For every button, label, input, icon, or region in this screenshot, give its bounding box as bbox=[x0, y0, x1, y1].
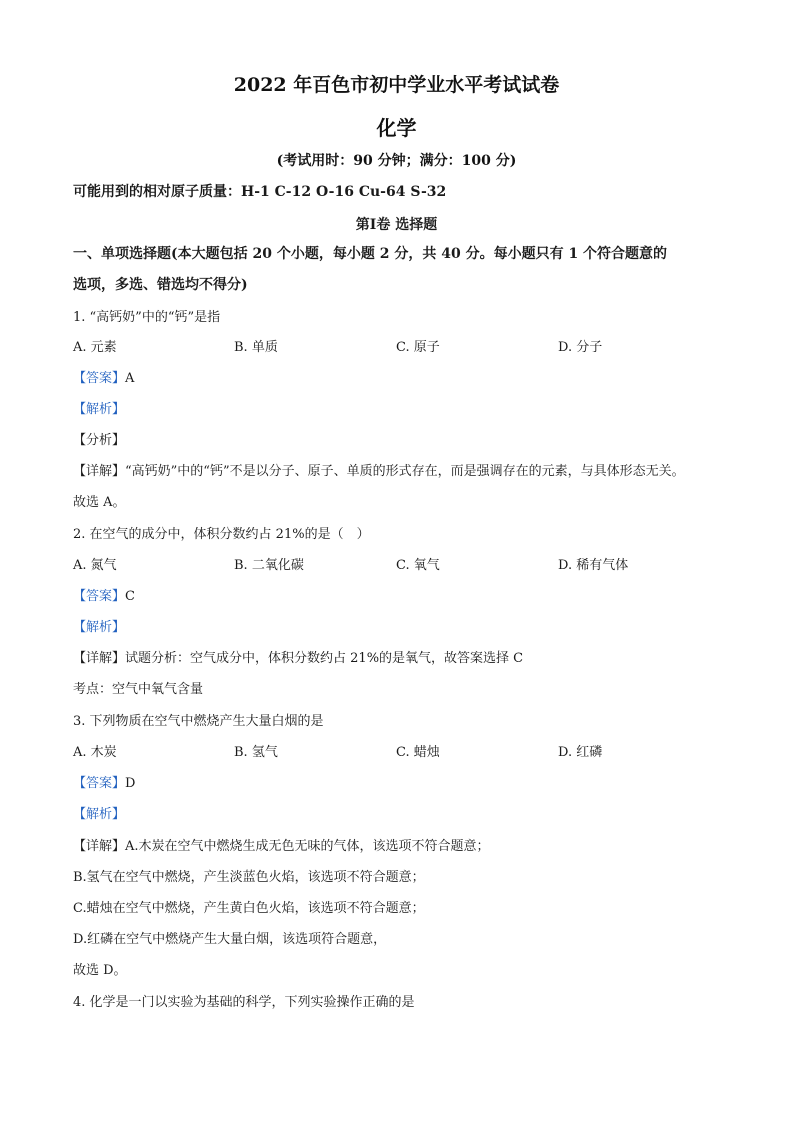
q2-option-c: C. 氧气 bbox=[396, 558, 440, 573]
q1-option-a: A. 元素 bbox=[73, 340, 117, 355]
part-instructions-line1: 一、单项选择题(本大题包括 20 个小题，每小题 2 分，共 40 分。每小题只有 1 个符合题意的 bbox=[73, 246, 668, 262]
q3-detail-a bbox=[73, 838, 490, 856]
answer-tag: 【答案】 bbox=[73, 589, 126, 604]
q1-answer bbox=[73, 370, 134, 388]
part-instructions-line2: 选项，多选、错选均不得分) bbox=[73, 277, 248, 293]
detail-tag: 【详解】 bbox=[73, 651, 126, 666]
q3-detail-c: C.蜡烛在空气中燃烧，产生黄白色火焰，该选项不符合题意； bbox=[73, 901, 425, 916]
q1-option-d: D. 分子 bbox=[558, 340, 603, 355]
q2-detail-text: 试题分析：空气成分中，体积分数约占 21%的是氧气，故答案选择 C bbox=[125, 651, 524, 666]
q2-stem: 2. 在空气的成分中，体积分数约占 21%的是（ ） bbox=[73, 527, 370, 542]
q3-answer-value: D bbox=[125, 776, 136, 791]
q1-fenxi-tag: 【分析】 bbox=[73, 433, 126, 448]
q2-answer bbox=[73, 588, 135, 606]
q3-option-d: D. 红磷 bbox=[558, 745, 603, 760]
q3-analysis-tag: 【解析】 bbox=[73, 807, 126, 822]
q3-answer bbox=[73, 775, 135, 793]
q3-detail-d: D.红磷在空气中燃烧产生大量白烟，该选项符合题意， bbox=[73, 932, 387, 947]
q1-conclusion: 故选 A。 bbox=[73, 495, 126, 510]
q3-option-c: C. 蜡烛 bbox=[396, 745, 440, 760]
answer-tag: 【答案】 bbox=[73, 371, 126, 386]
q1-stem: 1. “高钙奶”中的“钙”是指 bbox=[73, 310, 221, 325]
q1-analysis-tag: 【解析】 bbox=[73, 402, 126, 417]
section-title: 第Ⅰ卷 选择题 bbox=[355, 217, 438, 233]
q2-option-d: D. 稀有气体 bbox=[558, 558, 629, 573]
q2-kaodian: 考点：空气中氧气含量 bbox=[73, 682, 204, 697]
answer-tag: 【答案】 bbox=[73, 776, 126, 791]
q3-stem: 3. 下列物质在空气中燃烧产生大量白烟的是 bbox=[73, 714, 324, 729]
q1-answer-value: A bbox=[125, 371, 135, 386]
atomic-masses: 可能用到的相对原子质量：H-1 C-12 O-16 Cu-64 S-32 bbox=[73, 184, 447, 200]
q2-option-b: B. 二氧化碳 bbox=[234, 558, 304, 573]
q2-detail bbox=[73, 650, 523, 668]
detail-tag: 【详解】 bbox=[73, 839, 126, 854]
q1-option-b: B. 单质 bbox=[234, 340, 278, 355]
q4-stem: 4. 化学是一门以实验为基础的科学，下列实验操作正确的是 bbox=[73, 995, 415, 1010]
exam-title: 2022 年百色市初中学业水平考试试卷 bbox=[233, 74, 560, 96]
q1-detail bbox=[73, 463, 685, 481]
q1-option-c: C. 原子 bbox=[396, 340, 440, 355]
q2-option-a: A. 氮气 bbox=[73, 558, 117, 573]
q3-option-a: A. 木炭 bbox=[73, 745, 117, 760]
q3-detail-a-text: A.木炭在空气中燃烧生成无色无味的气体，该选项不符合题意； bbox=[125, 839, 490, 854]
exam-info: (考试用时：90 分钟；满分：100 分) bbox=[276, 153, 517, 169]
q1-detail-text: “高钙奶”中的“钙”不是以分子、原子、单质的形式存在，而是强调存在的元素，与具体形态无关。 bbox=[125, 464, 685, 479]
q2-answer-value: C bbox=[125, 589, 135, 604]
subject-title: 化学 bbox=[376, 116, 417, 140]
q3-option-b: B. 氢气 bbox=[234, 745, 278, 760]
q3-detail-b: B.氢气在空气中燃烧，产生淡蓝色火焰，该选项不符合题意； bbox=[73, 870, 425, 885]
q3-conclusion: 故选 D。 bbox=[73, 963, 127, 978]
detail-tag: 【详解】 bbox=[73, 464, 126, 479]
q2-analysis-tag: 【解析】 bbox=[73, 620, 126, 635]
